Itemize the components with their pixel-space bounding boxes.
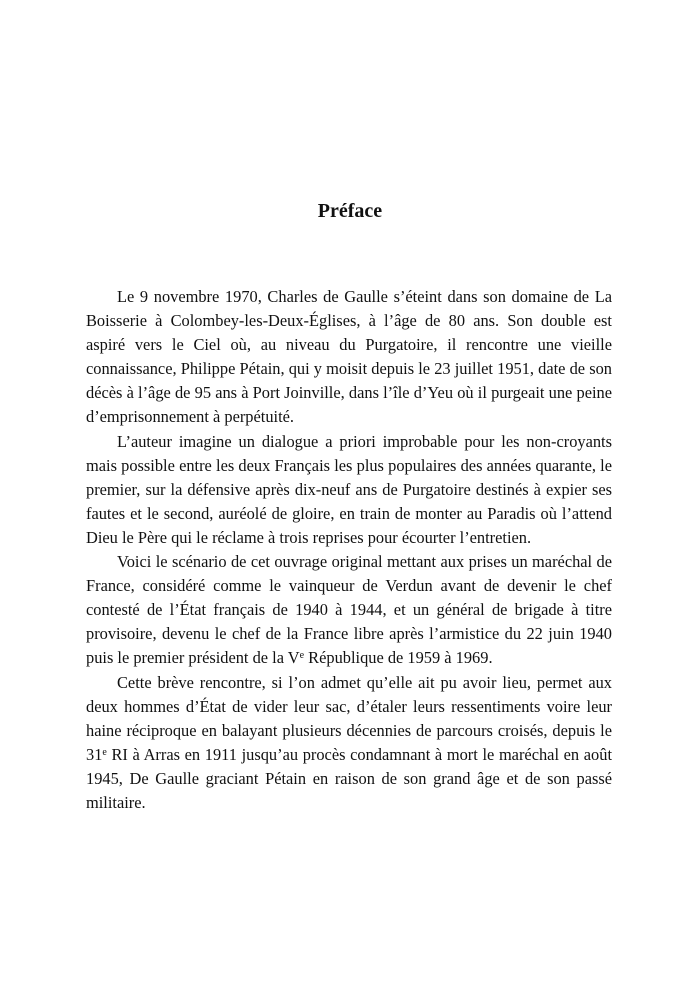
page-title: Préface <box>317 200 383 222</box>
paragraph-text: L’auteur imagine un dialogue a priori improbable pour les non-croyants mais possible entre les deux Français les plus populaires des années quarante, le premier, sur la défensive après dix-neuf ans de Purgatoire destinés à expier ses fautes et le second, auréolé de gloire, en train de monter au Paradis où l’attend Dieu le Père qui le réclame à trois reprises pour écourter l’entretien. <box>86 431 612 547</box>
paragraph-text: RI à Arras en 1911 jusqu’au procès condamnant à mort le maréchal en août 1945, De Gaulle graciant Pétain en raison de son grand âge et de son passé militaire. <box>86 744 612 812</box>
preface-paragraph <box>86 550 612 670</box>
superscript-text: e <box>299 650 305 662</box>
superscript-text: e <box>102 746 107 758</box>
paragraph-text: Le 9 novembre 1970, Charles de Gaulle s’éteint dans son domaine de La Boisserie à Colombey-les-Deux-Églises, à l’âge de 80 ans. Son double est aspiré vers le Ciel où, au niveau du Purgatoire, il rencontre une vieille connaissance, Philippe Pétain, qui y moisit depuis le 23 juillet 1951, date de son décès à l’âge de 95 ans à Port Joinville, dans l’île d’Yeu où il purgeait une peine d’emprisonnement à perpétuité. <box>86 287 612 427</box>
preface-body <box>86 285 612 815</box>
preface-paragraph <box>86 430 612 550</box>
paragraph-text: République de 1959 à 1969. <box>304 648 493 668</box>
preface-paragraph <box>86 285 612 430</box>
paragraph-text: Cette brève rencontre, si l’on admet qu’elle ait pu avoir lieu, permet aux deux hommes d’État de vider leur sac, d’étaler leurs ressentiments voire leur haine réciproque en balayant plusieurs décennies de parcours croisés, depuis le 31 <box>86 672 612 764</box>
preface-paragraph <box>86 671 612 816</box>
paragraph-text: Voici le scénario de cet ouvrage original mettant aux prises un maréchal de France, considéré comme le vainqueur de Verdun avant de devenir le chef contesté de l’État français de 1940 à 1944, et un général de brigade à titre provisoire, devenu le chef de la France libre après l’armistice du 22 juin 1940 puis le premier président de la V <box>86 552 612 668</box>
